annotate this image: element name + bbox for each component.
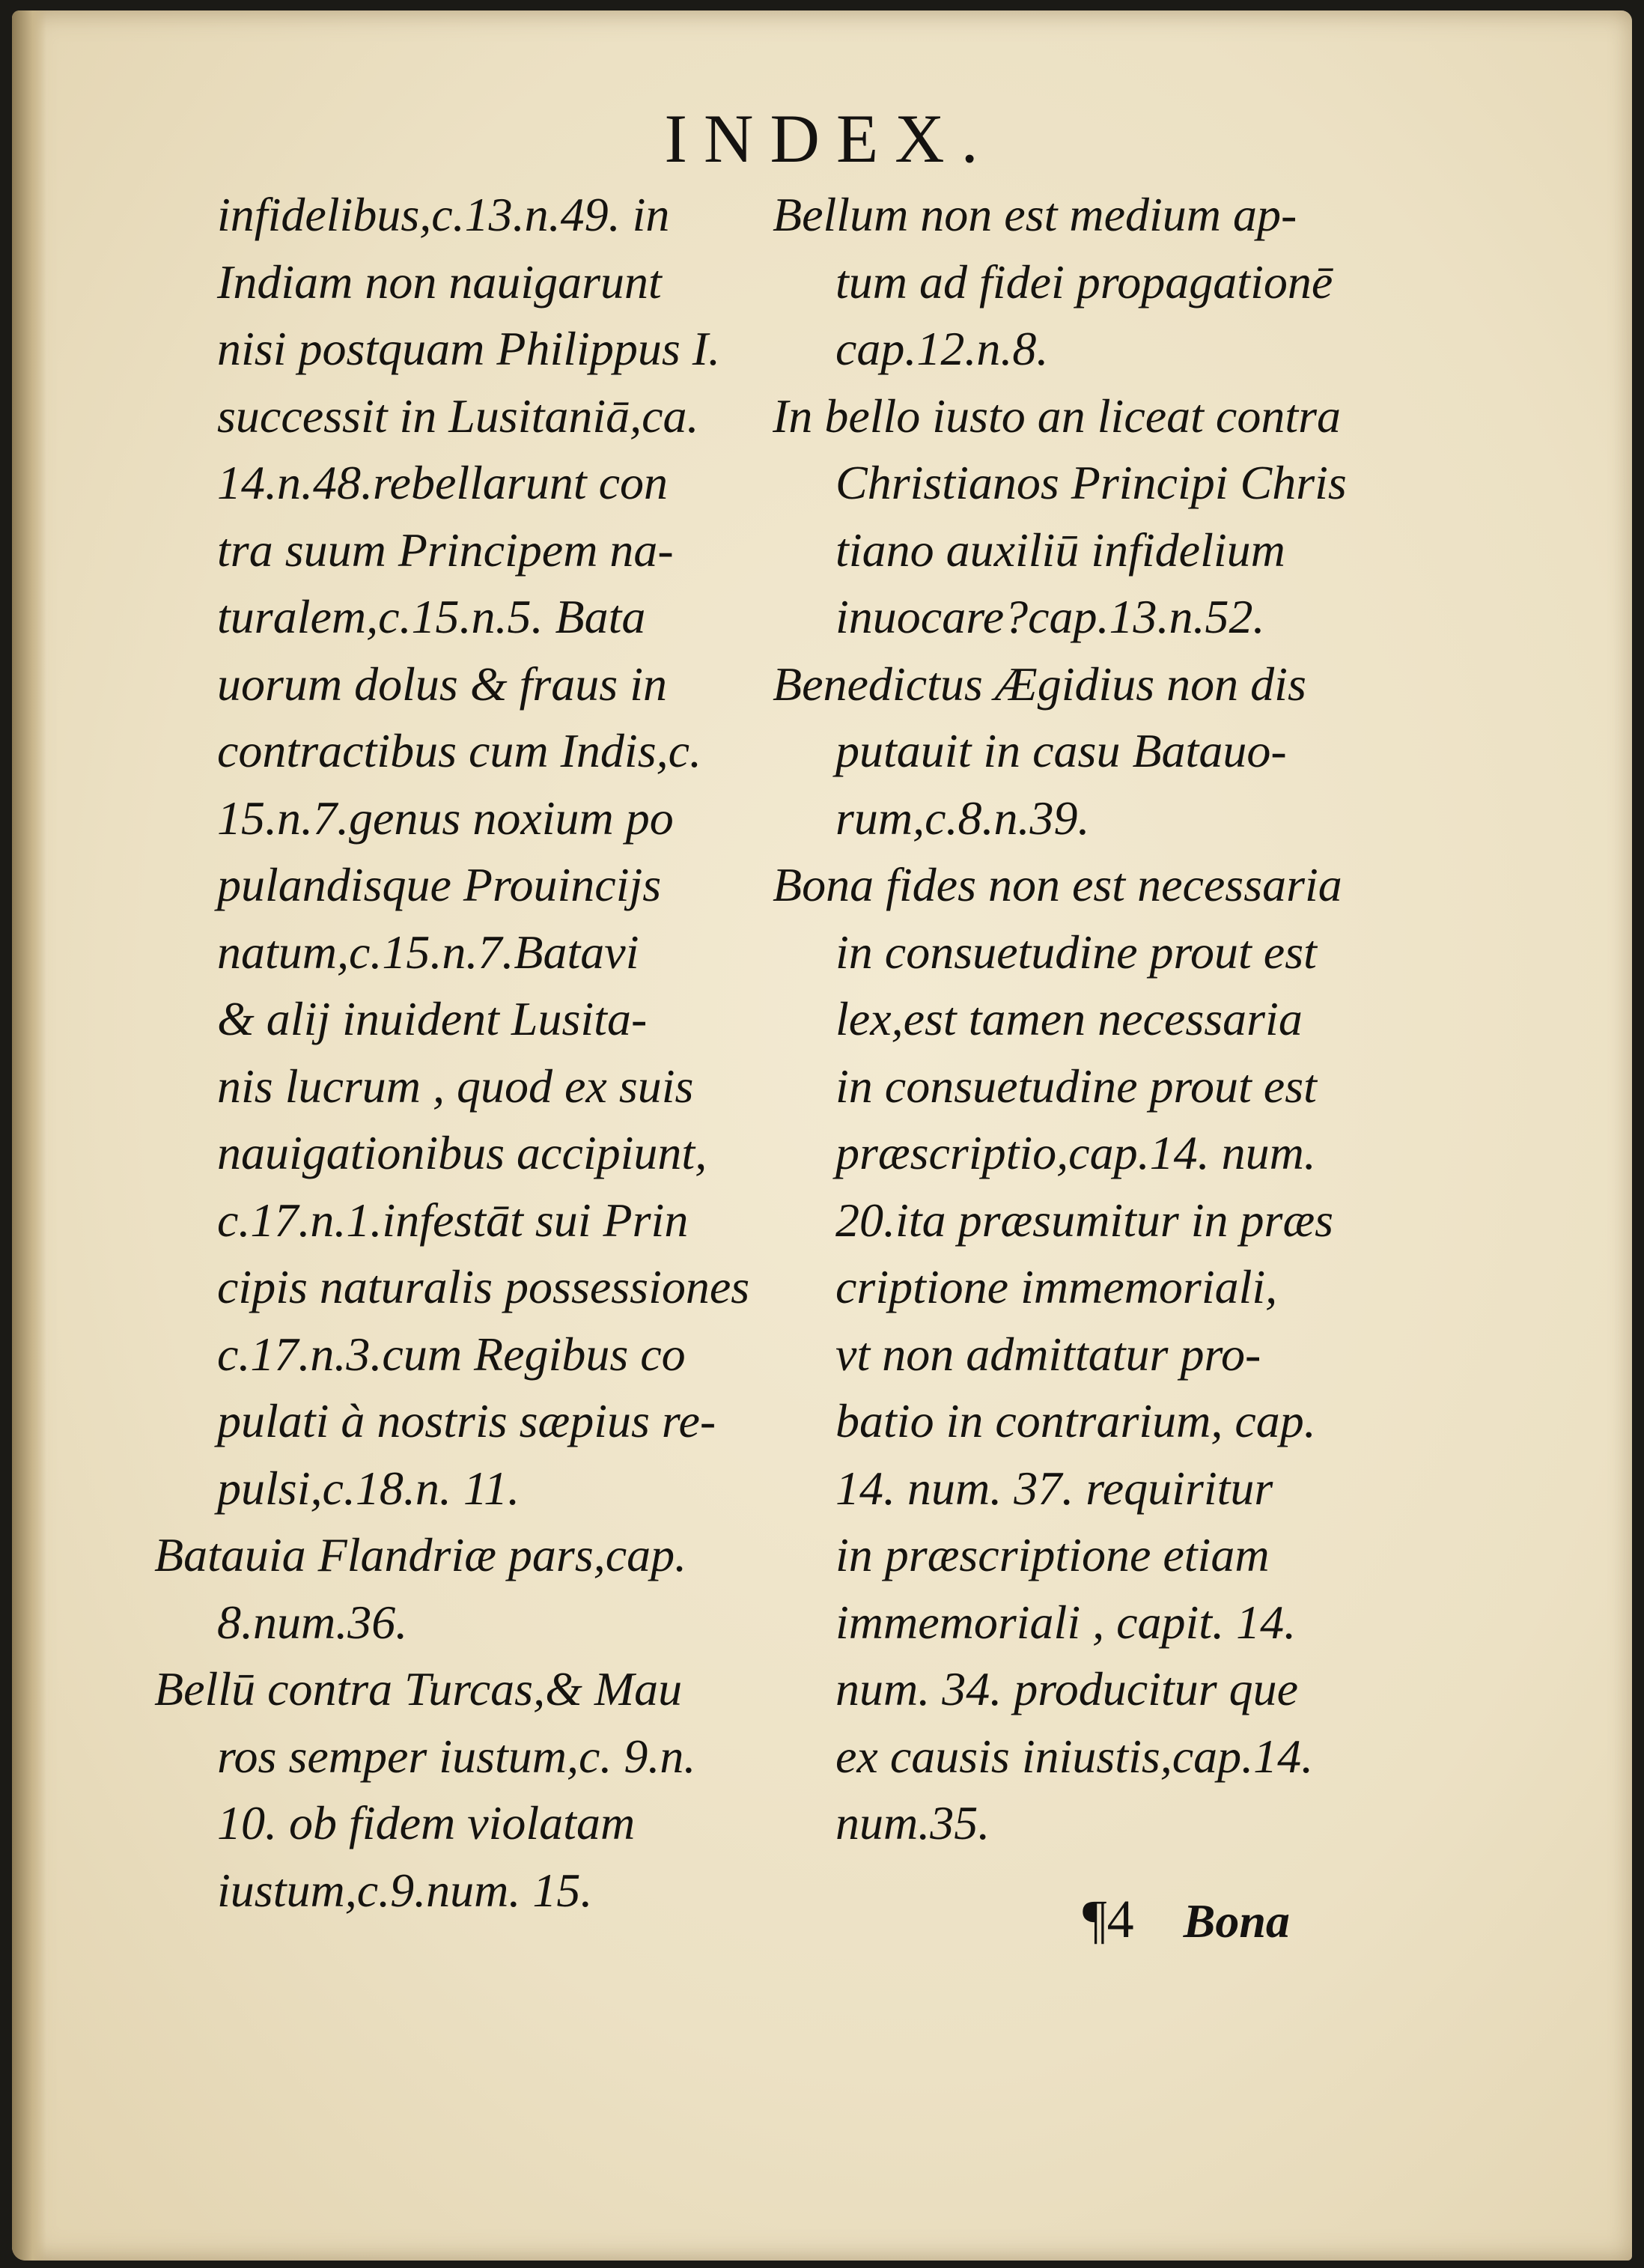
index-line: pulati à nostris sæpius re-	[217, 1394, 716, 1447]
index-line: Bellum non est medium ap-	[773, 188, 1297, 241]
index-line: nauigationibus accipiunt,	[217, 1126, 707, 1179]
signature-line	[1083, 1888, 1290, 1951]
index-line: cipis naturalis possessiones	[217, 1260, 750, 1313]
page-header: INDEX.	[664, 100, 995, 177]
index-line: ros semper iustum,c. 9.n.	[217, 1729, 696, 1783]
index-line: Batauia Flandriæ pars,cap.	[154, 1528, 687, 1581]
index-line: turalem,c.15.n.5. Bata	[217, 590, 646, 643]
index-line: tra suum Principem na-	[217, 523, 674, 577]
index-line: lex,est tamen necessaria	[835, 992, 1303, 1045]
index-line: putauit in casu Batauo-	[835, 724, 1287, 777]
index-column-right	[773, 181, 1386, 1857]
index-line: pulsi,c.18.n. 11.	[217, 1461, 520, 1515]
index-line: contractibus cum Indis,c.	[217, 724, 701, 777]
index-line: 10. ob fidem violatam	[217, 1796, 636, 1849]
index-line: Bellū contra Turcas,& Mau	[154, 1662, 683, 1715]
index-line: natum,c.15.n.7.Batavi	[217, 925, 639, 979]
index-line: præscriptio,cap.14. num.	[835, 1126, 1316, 1179]
index-line: num. 34. producitur que	[835, 1662, 1299, 1715]
index-column-left	[154, 181, 753, 1924]
index-line: in præscriptione etiam	[835, 1528, 1270, 1581]
index-line: rum,c.8.n.39.	[835, 791, 1090, 845]
page-gutter-shadow	[12, 10, 46, 2261]
index-line: 8.num.36.	[217, 1595, 408, 1649]
index-line: Christianos Principi Chris	[835, 456, 1347, 509]
index-line: uorum dolus & fraus in	[217, 657, 667, 711]
index-line: in consuetudine prout est	[835, 925, 1317, 979]
index-line: c.17.n.1.infestāt sui Prin	[217, 1193, 689, 1247]
index-line: & alij inuident Lusita-	[217, 992, 648, 1045]
index-line: 20.ita præsumitur in præs	[835, 1193, 1334, 1247]
index-line: inuocare?cap.13.n.52.	[835, 590, 1265, 643]
index-line: 15.n.7.genus noxium po	[217, 791, 674, 845]
index-line: Indiam non nauigarunt	[217, 255, 662, 308]
index-line: tiano auxiliū infidelium	[835, 523, 1285, 577]
index-line: batio in contrarium, cap.	[835, 1394, 1316, 1447]
index-line: iustum,c.9.num. 15.	[217, 1863, 593, 1917]
index-line: ex causis iniustis,cap.14.	[835, 1729, 1314, 1783]
index-line: pulandisque Prouincijs	[217, 858, 662, 911]
index-line: Bona fides non est necessaria	[773, 858, 1342, 911]
index-line: tum ad fidei propagationē	[835, 255, 1333, 308]
index-line: In bello iusto an liceat contra	[773, 389, 1341, 443]
book-page	[12, 10, 1632, 2261]
index-line: nis lucrum , quod ex suis	[217, 1059, 694, 1113]
index-line: successit in Lusitaniā,ca.	[217, 389, 699, 443]
index-line: nisi postquam Philippus I.	[217, 322, 721, 375]
index-line: in consuetudine prout est	[835, 1059, 1317, 1113]
signature-mark: ¶4	[1083, 1889, 1134, 1949]
index-line: num.35.	[835, 1796, 990, 1849]
catchword: Bona	[1183, 1894, 1290, 1948]
index-line: c.17.n.3.cum Regibus co	[217, 1327, 686, 1381]
index-line: 14. num. 37. requiritur	[835, 1461, 1273, 1515]
index-line: criptione immemoriali,	[835, 1260, 1278, 1313]
index-line: Benedictus Ægidius non dis	[773, 657, 1306, 711]
index-line: immemoriali , capit. 14.	[835, 1595, 1297, 1649]
index-line: cap.12.n.8.	[835, 322, 1049, 375]
index-line: infidelibus,c.13.n.49. in	[217, 188, 670, 241]
index-line: 14.n.48.rebellarunt con	[217, 456, 668, 509]
index-line: vt non admittatur pro-	[835, 1327, 1261, 1381]
